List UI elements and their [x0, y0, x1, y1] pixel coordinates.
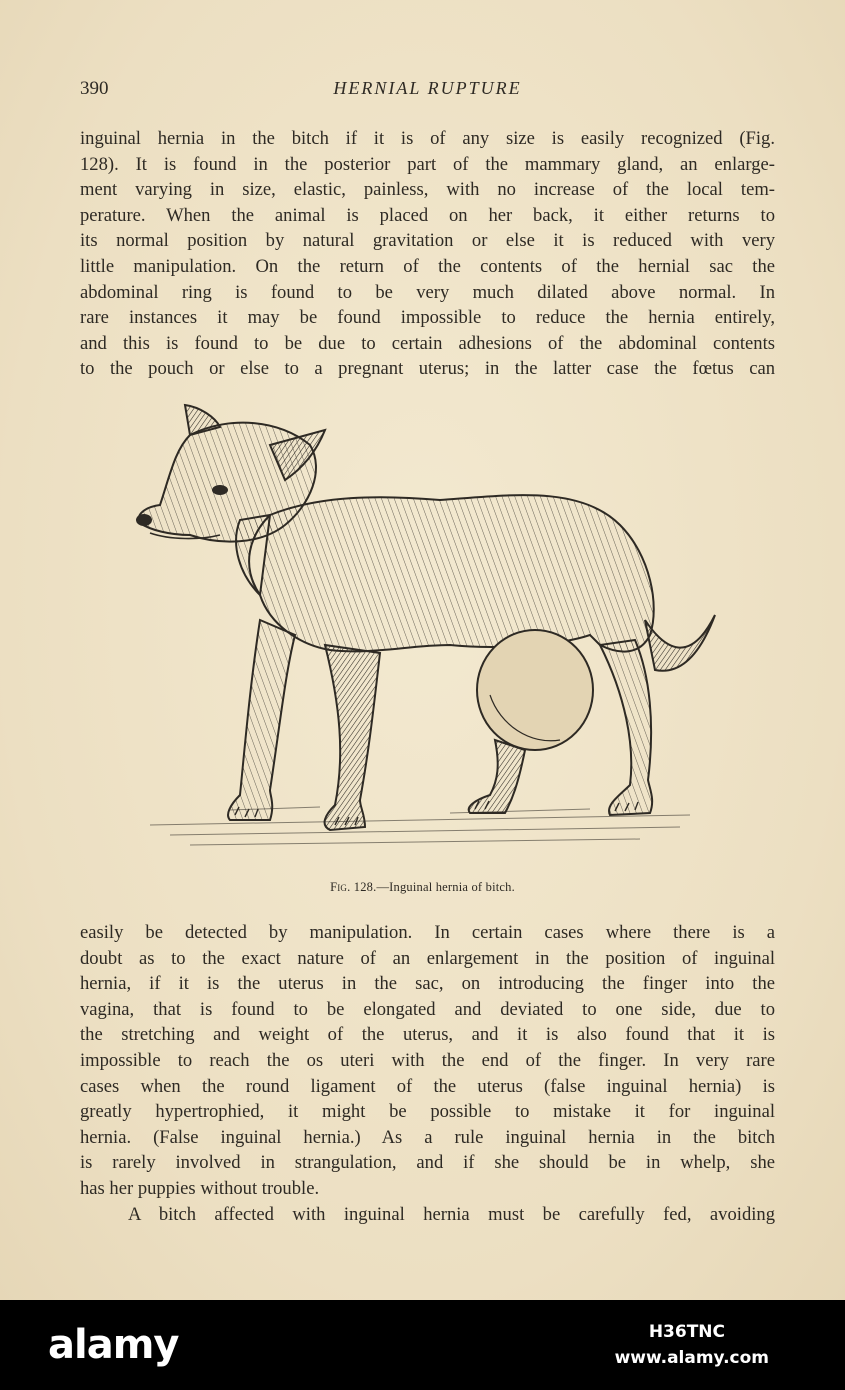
text-line: inguinal hernia in the bitch if it is of any size is easily recognized (Fig. [80, 128, 775, 149]
dog-front-leg-left [228, 620, 295, 820]
figure-label: Fig. 128. [330, 880, 377, 894]
text-line: vagina, that is found to be elongated and deviated to one side, due to [80, 998, 775, 1020]
text-line: ment varying in size, elastic, painless, with no increase of the local tem- [80, 179, 775, 201]
paragraph-1 [80, 126, 775, 382]
dog-nose [136, 514, 152, 526]
text-line: the stretching and weight of the uterus, and it is also found that it is [80, 1024, 775, 1046]
text-line: to the pouch or else to a pregnant uterus; in the latter case the fœtus can [80, 358, 775, 380]
figure-caption [0, 880, 845, 895]
dog-illustration-icon [120, 395, 730, 865]
text-line: doubt as to the exact nature of an enlargement in the position of inguinal [80, 947, 775, 969]
site-url: www.alamy.com [614, 1348, 769, 1368]
dog-eye [212, 485, 228, 495]
text-line: hernia. (False inguinal hernia.) As a rule inguinal hernia in the bitch [80, 1126, 775, 1148]
text-line: 128). It is found in the posterior part of the mammary gland, an enlarge- [80, 153, 775, 175]
dog-front-leg-right [325, 645, 380, 830]
running-head [80, 78, 775, 104]
text-line: easily be detected by manipulation. In certain cases where there is a [80, 922, 775, 943]
dog-body [260, 495, 654, 651]
dog-hind-leg-right [600, 640, 652, 815]
text-line: rare instances it may be found impossible to reduce the hernia entirely, [80, 307, 775, 329]
dog-with-hernia-illustration [120, 395, 730, 865]
text-line: greatly hypertrophied, it might be possible to mistake it for inguinal [80, 1101, 775, 1123]
alamy-logo: alamy [48, 1322, 179, 1368]
watermark-footer [0, 1300, 845, 1390]
text-line: has her puppies without trouble. [80, 1177, 320, 1199]
dog-tail [645, 615, 715, 671]
dog-hind-leg-left [469, 740, 525, 813]
running-title: HERNIAL RUPTURE [333, 78, 522, 98]
text-line: hernia, if it is the uterus in the sac, on introducing the finger into the [80, 973, 775, 995]
text-line: perature. When the animal is placed on her back, it either returns to [80, 204, 775, 226]
text-line: cases when the round ligament of the uterus (false inguinal hernia) is [80, 1075, 775, 1097]
text-line: impossible to reach the os uteri with the end of the finger. In very rare [80, 1049, 775, 1071]
figure-caption-text: —Inguinal hernia of bitch. [376, 880, 515, 894]
page-number: 390 [80, 78, 109, 99]
image-id: H36TNC [648, 1322, 725, 1342]
text-line: and this is found to be due to certain adhesions of the abdominal contents [80, 332, 775, 354]
text-line: A bitch affected with inguinal hernia must be carefully fed, avoiding [128, 1203, 775, 1225]
text-line: its normal position by natural gravitation or else it is reduced with very [80, 230, 775, 252]
hernia-swelling [477, 630, 593, 750]
paragraph-2 [80, 920, 775, 1227]
text-line: little manipulation. On the return of the contents of the hernial sac the [80, 255, 775, 277]
text-line: abdominal ring is found to be very much dilated above normal. In [80, 281, 775, 303]
text-line: is rarely involved in strangulation, and if she should be in whelp, she [80, 1152, 775, 1174]
